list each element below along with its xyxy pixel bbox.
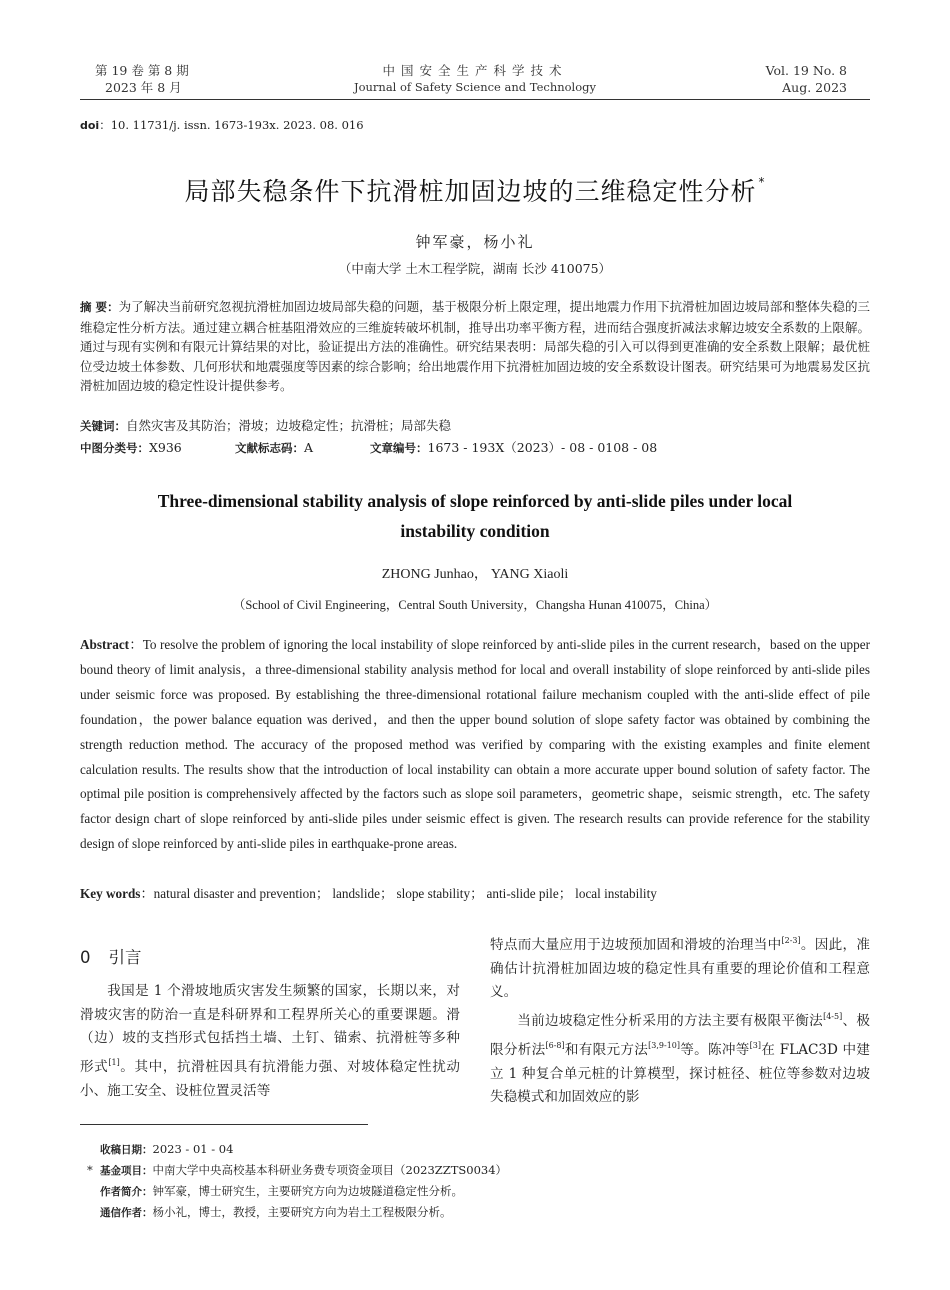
keywords-cn <box>80 416 870 436</box>
keywords-cn-text: 自然灾害及其防治；滑坡；边坡稳定性；抗滑桩；局部失稳 <box>126 418 452 433</box>
doi-line[interactable] <box>80 117 364 133</box>
body-column-left <box>80 980 460 1104</box>
clc-number <box>80 438 182 458</box>
doc-code-label: 文献标志码： <box>235 441 304 455</box>
article-number-label: 文章编号： <box>370 441 428 455</box>
citation-link[interactable]: [3] <box>749 1040 761 1050</box>
volume-issue-en: Vol. 19 No. 8 <box>765 63 847 78</box>
funding-value: 中南大学中央高校基本科研业务费专项资金项目（2023ZZTS0034） <box>152 1163 508 1177</box>
paragraph-text: 特点而大量应用于边坡预加固和滑坡的治理当中 <box>490 937 782 953</box>
issue-date: 2023 年 8 月 <box>105 80 182 95</box>
citation-link[interactable]: [4-5] <box>823 1012 843 1022</box>
authors-cn: 钟军豪，杨小礼 <box>415 233 535 251</box>
citation-link[interactable]: [1] <box>108 1058 120 1068</box>
funding-mark: * <box>87 1163 93 1177</box>
volume-issue: 第 19 卷 第 8 期 <box>95 63 189 78</box>
paragraph-text: 。因此，准确估计抗滑桩加固边坡的稳定性具有重要的理论价值和工程意义。 <box>490 937 871 1001</box>
received-label: 收稿日期： <box>100 1144 153 1156</box>
doc-code-value: A <box>304 440 314 455</box>
paper-title-cn <box>0 172 950 208</box>
keywords-cn-label: 关键词： <box>80 419 126 433</box>
paragraph <box>490 1005 870 1110</box>
footnote-received <box>100 1139 860 1160</box>
affiliation-cn: （中南大学 土木工程学院，湖南 长沙 410075） <box>338 261 612 276</box>
clc-value: X936 <box>149 440 182 455</box>
paper-title-en: Three-dimensional stability analysis of slope reinforced by anti-slide piles under local instability condition <box>157 491 793 541</box>
header-divider <box>80 99 870 100</box>
footnote-author-bio <box>100 1181 860 1202</box>
section-heading <box>80 944 142 968</box>
journal-name-cn: 中国安全生产科学技术 <box>382 63 568 78</box>
corresponding-label: 通信作者： <box>100 1207 153 1219</box>
doi-value[interactable]: ：10. 11731/j. issn. 1673-193x. 2023. 08. 016 <box>99 118 364 132</box>
keywords-en-text: ：natural disaster and prevention； landslide； slope stability； anti-slide pile； local instability <box>140 886 657 901</box>
journal-name-en: Journal of Safety Science and Technology <box>353 80 597 94</box>
title-text: 局部失稳条件下抗滑桩加固边坡的三维稳定性分析 <box>184 177 757 206</box>
paragraph-text: 当前边坡稳定性分析采用的方法主要有极限平衡法 <box>517 1013 824 1030</box>
issue-date-en: Aug. 2023 <box>782 80 847 95</box>
title-footnote-mark: * <box>758 175 766 189</box>
paragraph-text: 。其中，抗滑桩因具有抗滑能力强、对坡体稳定性扰动小、施工安全、设桩位置灵活等 <box>80 1059 460 1099</box>
document-code <box>235 438 313 458</box>
paragraph <box>80 980 460 1104</box>
abstract-cn-text: 为了解决当前研究忽视抗滑桩加固边坡局部失稳的问题，基于极限分析上限定理，提出地震力作用下抗滑桩加固边坡局部和整体失稳的三维稳定性分析方法。通过建立耦合桩基阻滑效应的三维旋转破坏机制，推导出功率平衡方程，进而结合强度折减法求解边坡安全系数的上限解。通过与现有实例和有限元计算结果的对比，验证提出方法的准确性。研究结果表明：局部失稳的引入可以得到更准确的安全系数上限解；最优桩位受边坡土体参数、几何形状和地震强度等因素的综合影响；给出地震作用下抗滑桩加固边坡的安全系数设计图表。研究结果可为地震易发区抗滑桩加固边坡的稳定性设计提供参考。 <box>80 299 870 394</box>
abstract-en <box>80 633 870 857</box>
abstract-cn-label: 摘 要： <box>80 300 119 314</box>
doi-label: doi <box>80 119 100 132</box>
footnote-funding <box>87 1160 860 1181</box>
citation-link[interactable]: [2-3] <box>781 936 801 945</box>
citation-link[interactable]: [3,9-10] <box>648 1040 680 1050</box>
received-value: 2023 - 01 - 04 <box>152 1142 234 1156</box>
keywords-en-label: Key words <box>80 886 141 901</box>
footnote-divider <box>80 1124 368 1125</box>
clc-label: 中图分类号： <box>80 441 149 455</box>
section-title: 引言 <box>108 948 142 967</box>
article-number-value: 1673 - 193X（2023）- 08 - 0108 - 08 <box>427 440 658 455</box>
author-bio-value: 钟军豪，博士研究生，主要研究方向为边坡隧道稳定性分析。 <box>152 1184 463 1198</box>
body-column-right <box>490 929 870 1110</box>
section-number: 0 <box>80 948 91 967</box>
paragraph-text: 我国是 1 个滑坡地质灾害发生频繁的国家，长期以来，对滑坡灾害的防治一直是科研界和工程界所关心的重要课题。滑（边）坡的支挡形式包括挡土墙、土钉、锚索、抗滑桩等多种形式 <box>80 983 460 1076</box>
abstract-cn <box>80 297 870 396</box>
affiliation-en: （School of Civil Engineering，Central South University，Changsha Hunan 410075，China） <box>232 598 718 612</box>
paragraph <box>490 929 870 1005</box>
keywords-en <box>80 882 870 906</box>
paragraph-text: 、极限分析法 <box>490 1013 871 1058</box>
paragraph-text: 和有限元方法 <box>564 1041 649 1058</box>
authors-en: ZHONG Junhao， YANG Xiaoli <box>381 567 569 582</box>
abstract-en-label: Abstract <box>80 637 130 652</box>
article-number <box>370 438 657 458</box>
author-bio-label: 作者简介： <box>100 1186 153 1198</box>
paragraph-text: 在 FLAC3D 中建立 1 种复合单元桩的计算模型，探讨桩径、桩位等参数对边坡失稳模式和加固效应的影 <box>490 1041 871 1106</box>
citation-link[interactable]: [6-8] <box>545 1040 565 1050</box>
abstract-en-text: ：To resolve the problem of ignoring the local instability of slope reinforced by anti-slide piles in the current research，based on the upper bound theory of limit analysis，a three-dimensional stability analysis method for local and overall instability of slope reinforced by anti-slide piles under seismic force was proposed. By establishing the three-dimensional rotational failure mechanism coupled with the anti-slide effect of pile foundation，the power balance equation was derived，and then the upper bound solution of slope safety factor was obtained by combining the strength reduction method. The accuracy of the proposed method was verified by comparing with the existing examples and finite element calculation results. The results show that the introduction of local instability can obtain a more accurate upper bound solution of safety factor. The optimal pile position is comprehensively affected by the factors such as slope soil parameters，geometric shape，seismic strength，etc. The safety factor design chart of slope reinforced by anti-slide piles under seismic effect is given. The research results can provide reference for the stability design of slope reinforced by anti-slide piles in earthquake-prone areas. <box>80 637 870 852</box>
footnote-corresponding <box>100 1202 860 1223</box>
journal-volume-issue-en <box>766 62 847 96</box>
paragraph-text: 等。陈冲等 <box>680 1041 750 1058</box>
corresponding-value: 杨小礼，博士，教授，主要研究方向为岩土工程极限分析。 <box>152 1205 452 1219</box>
funding-label: 基金项目： <box>100 1165 153 1177</box>
